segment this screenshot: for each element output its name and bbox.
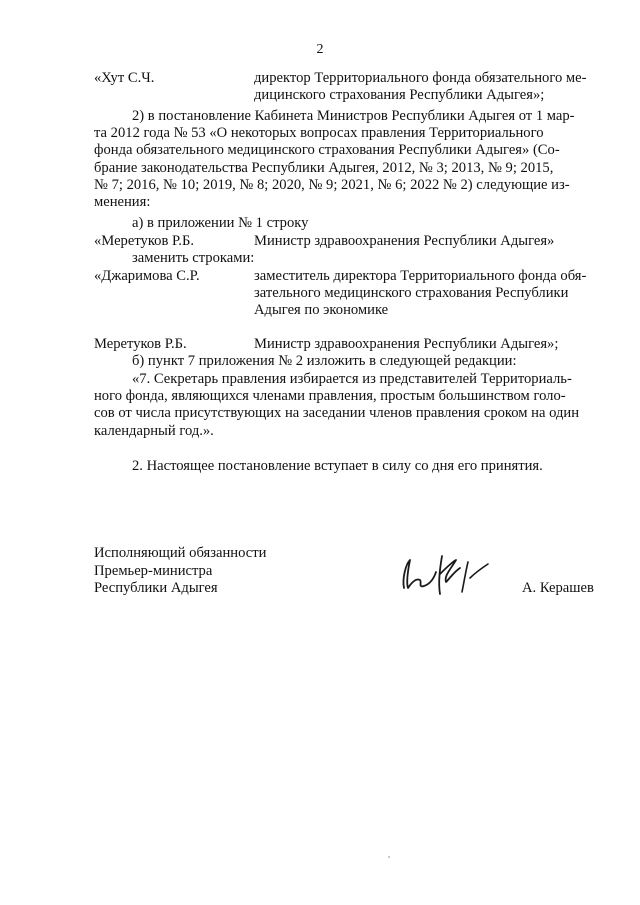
paragraph-line: календарный год.». [94,422,214,439]
member-role: Министр здравоохранения Республики Адыгея»; [254,336,559,352]
member-role-line: дицинского страхования Республики Адыгея»; [254,87,545,103]
member-name: «Хут С.Ч. [94,70,155,86]
item-7-paragraph [94,371,600,440]
member-name: «Джаримова С.Р. [94,268,200,284]
paragraph-line: менения: [94,194,151,211]
signatory-title-line: Премьер-министра [94,562,213,579]
member-role: Министр здравоохранения Республики Адыгея» [254,233,555,249]
paragraph-line: 2) в постановление Кабинета Министров Республики Адыгея от 1 мар- [132,108,575,124]
sub-item-a: а) в приложении № 1 строку [132,215,309,231]
paragraph-line: фонда обязательного медицинского страхования Республики Адыгея» (Со- [94,142,560,159]
sub-item-b: б) пункт 7 приложения № 2 изложить в следующей редакции: [132,353,517,369]
member-name: «Меретуков Р.Б. [94,233,194,249]
item-2-paragraph [94,108,600,211]
signatory-title-line: Республики Адыгея [94,580,218,596]
paragraph-line: ного фонда, являющихся членами правления, простым большинством голо- [94,388,566,405]
member-role [254,268,600,319]
member-role-line: директор Территориального фонда обязательного ме- [254,70,587,86]
paragraph-line: № 7; 2016, № 10; 2019, № 8; 2020, № 9; 2021, № 6; 2022 № 2) следующие из- [94,176,570,193]
signature-block [94,545,266,598]
member-role-line: зательного медицинского страхования Республики [254,285,569,301]
paragraph-line: «7. Секретарь правления избирается из представителей Территориаль- [132,371,572,387]
paragraph-line: та 2012 года № 53 «О некоторых вопросах правления Территориального [94,125,544,142]
page-number: 2 [316,42,324,57]
replace-instruction: заменить строками: [132,250,255,266]
handwritten-signature-icon [394,548,494,600]
paragraph-line: брание законодательства Республики Адыгея, 2012, № 3; 2013, № 9; 2015, [94,159,554,176]
signer-name: А. Керашев [522,580,594,596]
member-name: Меретуков Р.Б. [94,336,187,352]
paragraph-line: сов от числа присутствующих на заседании членов правления сроком на один [94,405,580,422]
member-role-line: заместитель директора Территориального фонда обя- [254,268,587,284]
member-role [254,70,600,104]
signatory-title-line: Исполняющий обязанности [94,545,267,561]
member-role-line: Адыгея по экономике [254,302,389,318]
final-clause: 2. Настоящее постановление вступает в силу со дня его принятия. [132,458,543,474]
scan-artifact [388,856,390,858]
